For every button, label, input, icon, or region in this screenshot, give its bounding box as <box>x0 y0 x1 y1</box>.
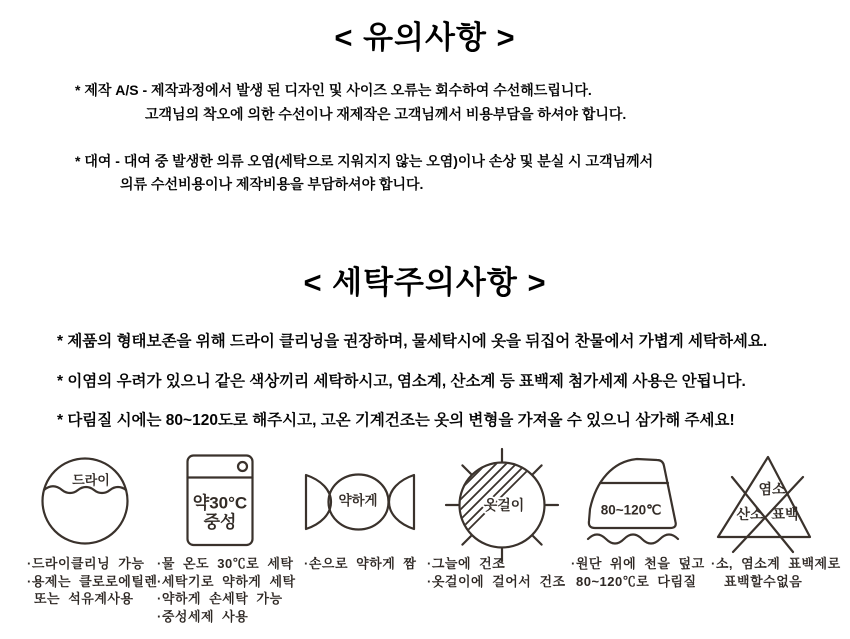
notice-rental-line2: 의류 수선비용이나 제작비용을 부담하셔야 합니다. <box>120 176 424 192</box>
caption-line: ·원단 위에 천을 덮고 <box>571 556 705 571</box>
iron-icon <box>583 453 685 548</box>
shade-dry-caption <box>427 555 566 590</box>
caption-line: 표백할수없음 <box>724 573 803 589</box>
caption-line: ·약하게 손세탁 가능 <box>157 591 283 606</box>
no-bleach-caption <box>711 555 841 590</box>
caption-line: ·소, 염소계 표백제로 <box>711 556 841 571</box>
machine-wash-icon-label-neutral: 중성 <box>203 512 237 532</box>
caption-line: ·중성세제 사용 <box>157 608 249 624</box>
washing-bullet-3: * 다림질 시에는 80~120도로 해주시고, 고온 기계건조는 옷의 변형을 가져올 수 있으니 삼가해 주세요! <box>57 412 735 429</box>
caption-line: ·드라이클리닝 가능 <box>27 556 145 571</box>
no-bleach-icon-label-chlorine: 염소 <box>758 481 786 497</box>
notice-as-line2: 고객님의 착오에 의한 수선이나 재제작은 고객님께서 비용부담을 하셔야 합니다. <box>145 106 627 122</box>
iron-caption <box>571 555 705 590</box>
dry-clean-caption <box>27 555 157 608</box>
washing-bullet-1: * 제품의 형태보존을 위해 드라이 클리닝을 권장하며, 물세탁시에 옷을 뒤집어 찬물에서 가볍게 세탁하세요. <box>57 333 768 350</box>
wring-icon <box>303 469 417 535</box>
no-bleach-icon <box>703 448 839 560</box>
machine-wash-caption <box>157 555 296 625</box>
machine-wash-icon-label-temp: 약30°C <box>192 493 248 513</box>
caption-line: ·손으로 약하게 짬 <box>304 556 417 571</box>
no-bleach-icon-label-bleach: 표백 <box>771 506 799 522</box>
notice-as-line1: * 제작 A/S - 제작과정에서 발생 된 디자인 및 사이즈 오류는 회수하여 수선해드립니다. <box>75 82 592 98</box>
caption-line: ·세탁기로 약하게 세탁 <box>157 573 296 589</box>
caption-line: 또는 석유계사용 <box>34 591 134 606</box>
machine-wash-icon <box>185 453 257 548</box>
washing-bullet-2: * 이염의 우려가 있으니 같은 색상끼리 세탁하시고, 염소계, 산소계 등 표백제 첨가세제 사용은 안됩니다. <box>57 373 746 390</box>
no-bleach-icon-label-oxygen: 산소 <box>736 506 764 522</box>
shade-dry-icon-label: 옷걸이 <box>483 497 525 513</box>
caption-line: 80~120℃로 다림질 <box>576 573 697 589</box>
wring-caption <box>304 555 416 573</box>
caption-line: ·물 온도 30℃로 세탁 <box>157 556 294 571</box>
caption-line: ·옷걸이에 걸어서 건조 <box>427 573 566 589</box>
caption-line: ·그늘에 건조 <box>427 556 506 571</box>
dry-clean-icon-label: 드라이 <box>72 472 110 488</box>
wring-icon-label: 약하게 <box>338 493 378 508</box>
shade-dry-icon <box>444 448 564 564</box>
dry-clean-icon <box>40 455 132 549</box>
caption-line: ·용제는 클로로에틸렌 <box>27 573 158 589</box>
iron-icon-label: 80~120℃ <box>600 502 662 518</box>
washing-section-title: < 세탁주의사항 > <box>303 265 547 300</box>
notice-rental-line1: * 대여 - 대여 중 발생한 의류 오염(세탁으로 지워지지 않는 오염)이나 손상 및 분실 시 고객님께서 <box>75 153 654 169</box>
notice-section-title: < 유의사항 > <box>334 20 516 55</box>
